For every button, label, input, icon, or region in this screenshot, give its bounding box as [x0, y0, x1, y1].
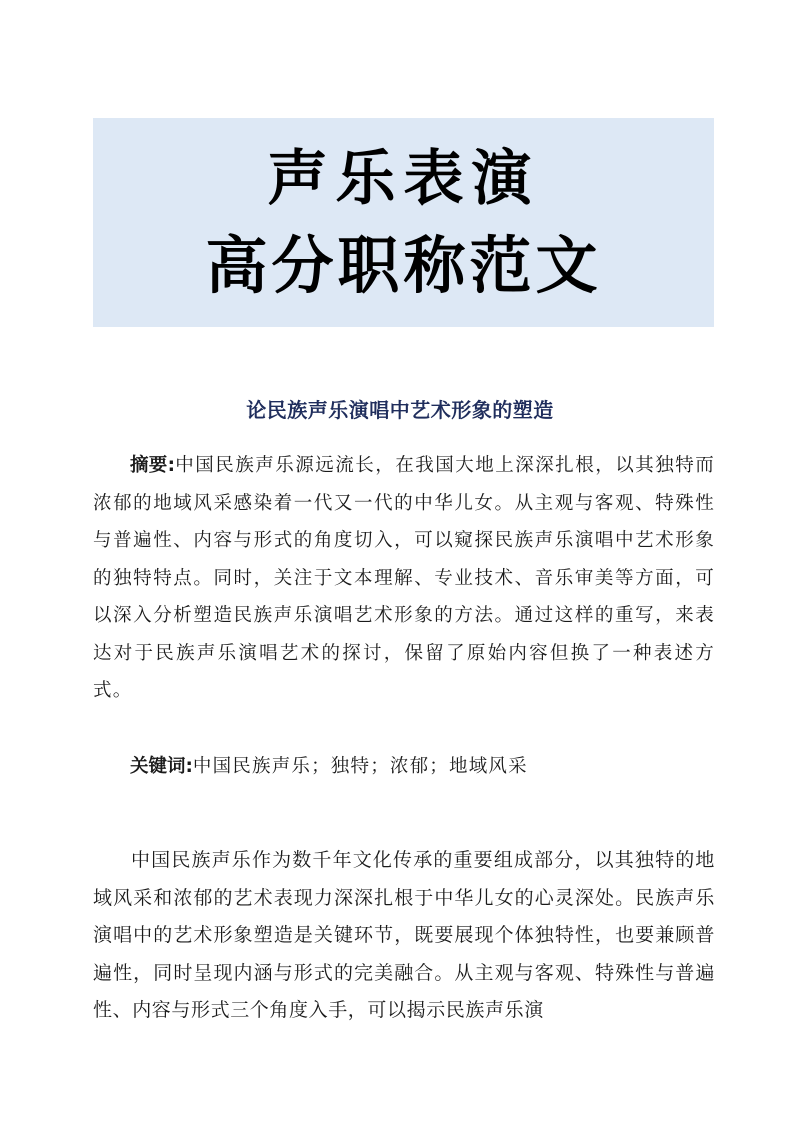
- keywords-paragraph: [93, 748, 715, 786]
- cover-title-box: [93, 118, 714, 327]
- abstract-label: 摘要:: [130, 455, 175, 476]
- keywords-label: 关键词:: [130, 756, 193, 777]
- cover-title-line-1: 声乐表演: [267, 143, 540, 214]
- abstract-paragraph: [93, 447, 715, 710]
- cover-title-line-2: 高分职称范文: [205, 228, 602, 302]
- body-paragraph: 中国民族声乐作为数千年文化传承的重要组成部分，以其独特的地域风采和浓郁的艺术表现力深深扎根于中华儿女的心灵深处。民族声乐演唱中的艺术形象塑造是关键环节，既要展现个体独特性，也要兼顾普遍性，同时呈现内涵与形式的完美融合。从主观与客观、特殊性与普遍性、内容与形式三个角度入手，可以揭示民族声乐演: [93, 850, 715, 1021]
- article-title: 论民族声乐演唱中艺术形象的塑造: [246, 398, 554, 422]
- keywords-text: 中国民族声乐；独特；浓郁；地域风采: [192, 756, 528, 777]
- abstract-text: 中国民族声乐源远流长，在我国大地上深深扎根，以其独特而浓郁的地域风采感染着一代又一代的中华儿女。从主观与客观、特殊性与普遍性、内容与形式的角度切入，可以窥探民族声乐演唱中艺术形象的独特特点。同时，关注于文本理解、专业技术、音乐审美等方面，可以深入分析塑造民族声乐演唱艺术形象的方法。通过这样的重写，来表达对于民族声乐演唱艺术的探讨，保留了原始内容但换了一种表述方式。: [93, 455, 715, 701]
